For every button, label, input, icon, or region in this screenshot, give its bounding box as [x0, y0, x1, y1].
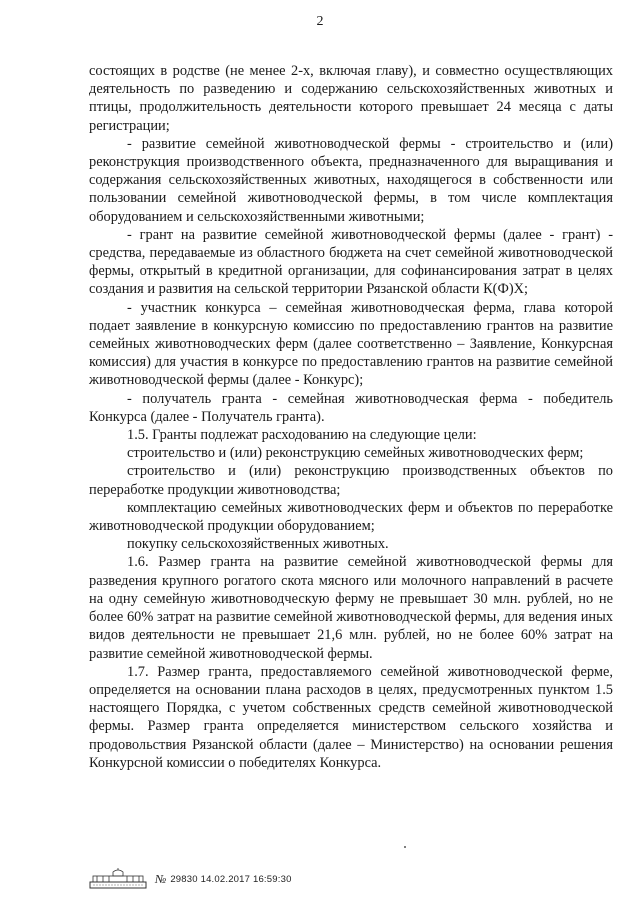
paragraph: - грант на развитие семейной животноводческой фермы (далее - грант) - средства, передаваемые из областного бюджета на счет семейной животноводческой фермы, открытый в кредитной организации, для софинансирования затрат в целях создания и развития на сельской территории Рязанской области К(Ф)Х;: [89, 226, 613, 298]
paragraph: комплектацию семейных животноводческих ферм и объектов по переработке животноводческой продукции оборудованием;: [89, 499, 613, 535]
page-number: 2: [316, 14, 324, 29]
paragraph: состоящих в родстве (не менее 2-х, включая главу), и совместно осуществляющих деятельность по разведению и содержанию сельскохозяйственных животных и птицы, продолжительность деятельности которого превышает 24 месяца с даты регистрации;: [89, 63, 613, 134]
paragraph: покупку сельскохозяйственных животных.: [127, 536, 389, 553]
stray-mark: [404, 846, 406, 848]
paragraph: - участник конкурса – семейная животноводческая ферма, глава которой подает заявление в конкурсную комиссию по предоставлению грантов на развитие семейных животноводческих ферм (далее соответственно – Заявление, Конкурсная комиссия) для участия в конкурсе по предоставлению грантов на развитие семейной животноводческой фермы (далее - Конкурс);: [89, 299, 613, 389]
document-number-icon: №: [155, 871, 167, 886]
paragraph: - развитие семейной животноводческой фермы - строительство и (или) реконструкция производственного объекта, предназначенного для выращивания и содержания сельскохозяйственных животных, находящегося в собственности или пользовании семейной животноводческой фермы, в том числе комплектация оборудованием и сельскохозяйственными животными;: [89, 135, 613, 225]
paragraph: строительство и (или) реконструкцию семейных животноводческих ферм;: [127, 445, 584, 462]
paragraph: 1.6. Размер гранта на развитие семейной животноводческой фермы для разведения крупного рогатого скота мясного или молочного направлений в расчете на одну семейную животноводческую ферму не превышает 30 млн. рублей, но не более 60% затрат на развитие семейной животноводческой фермы, для ведения иных видов деятельности не превышает 21,6 млн. рублей, но не более 60% затрат на развитие семейной животноводческой фермы.: [89, 554, 613, 662]
registration-number-date: 29830 14.02.2017 16:59:30: [170, 873, 292, 885]
paragraph: 1.5. Гранты подлежат расходованию на следующие цели:: [127, 427, 477, 444]
registration-stamp: [89, 867, 292, 891]
paragraph: строительство и (или) реконструкцию производственных объектов по переработке продукции животноводства;: [89, 463, 613, 498]
government-building-logo-icon: [89, 868, 147, 890]
document-body: [89, 62, 613, 772]
paragraph: - получатель гранта - семейная животноводческая ферма - победитель Конкурса (далее - Получатель гранта).: [89, 390, 613, 425]
paragraph: 1.7. Размер гранта, предоставляемого семейной животноводческой ферме, определяется на основании плана расходов в целях, предусмотренных пунктом 1.5 настоящего Порядка, с учетом собственных средств семейной животноводческой фермы. Размер гранта определяется министерством сельского хозяйства и продовольствия Рязанской области (далее – Министерство) на основании решения Конкурсной комиссии о победителях Конкурса.: [89, 663, 613, 771]
